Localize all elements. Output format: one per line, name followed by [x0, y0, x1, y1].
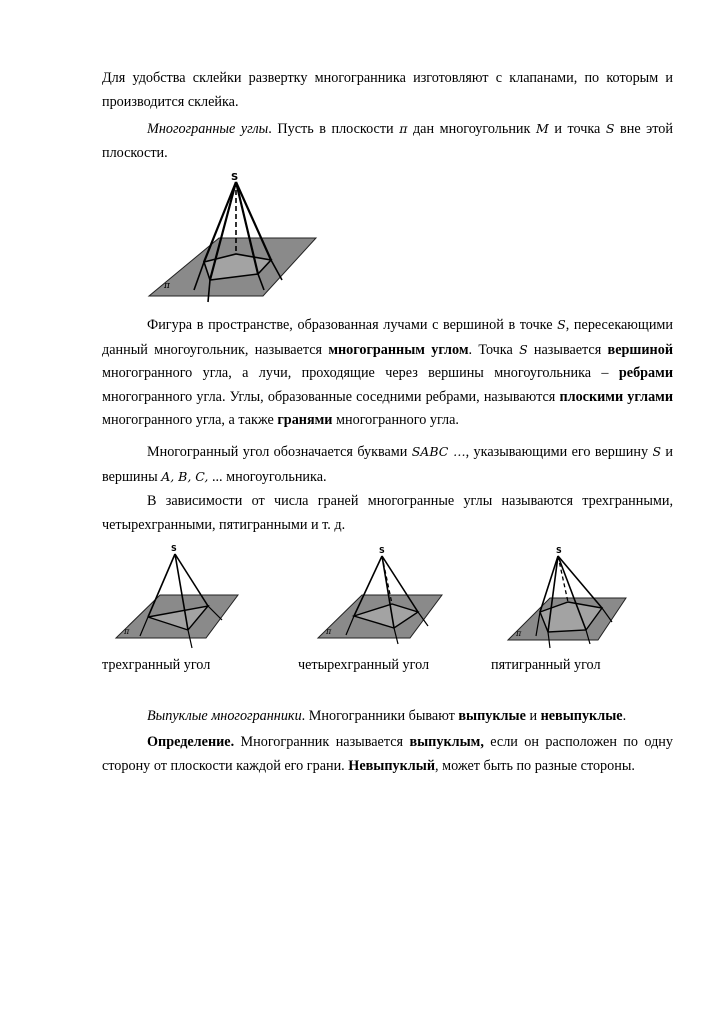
term-edges: ребрами	[618, 365, 673, 381]
term-polyhedral-angle: многогранным углом	[328, 341, 469, 358]
label-pi: π	[164, 281, 170, 291]
paragraph-4: Многогранный угол обозначается буквами SABC …, указывающими его вершину S и вершины A, B, C, ... многоугольника.	[102, 444, 674, 485]
label-S: S	[231, 172, 239, 183]
term-convex-def: выпуклым,	[409, 734, 484, 750]
figure-polyhedral-angle	[146, 168, 324, 305]
paragraph-3: Фигура в пространстве, образованная лучами с вершиной в точке S, пересекающими данный многоугольник, называется многогранным углом. Точка S называется вершиной многогранного угла, а лучи, проходящие через вершины многоугольника – ребрами многогранного угла. Углы, образованные соседними ребрами, называются плоскими углами многогранного угла, а также гранями многогранного угла.	[102, 317, 673, 428]
paragraph-7: Определение. Многогранник называется выпуклым, если он расположен по одну сторону от плоскости каждой его грани. Невыпуклый, может быть по разные стороны.	[102, 734, 673, 774]
term-nonconvex: невыпуклые	[540, 708, 623, 724]
label-S: S	[171, 544, 177, 553]
term-vertex: вершиной	[607, 341, 673, 358]
label-pi: π	[124, 627, 130, 636]
paragraph-1-line-1: Для удобства склейки развертку многогранника изготовляют с клапанами, по которым и	[102, 70, 673, 86]
label-S: S	[379, 546, 385, 555]
term-convex-polyhedra: Выпуклые многогранники	[147, 708, 302, 724]
caption-tetrahedral: четырехгранный угол	[298, 657, 430, 673]
paragraph-2: Многогранные углы. Пусть в плоскости π дан многоугольник M и точка S вне этой плоскости.	[102, 121, 673, 161]
term-convex: выпуклые	[458, 708, 526, 724]
caption-pentahedral: пятигранный угол	[491, 657, 601, 673]
term-definition: Определение.	[147, 734, 235, 750]
label-pi: π	[516, 629, 522, 638]
label-S: S	[556, 546, 562, 555]
caption-trihedral: трехгранный угол	[102, 657, 211, 673]
figure-trihedral-angle	[110, 540, 242, 650]
term-faces: гранями	[277, 412, 333, 428]
paragraph-6: Выпуклые многогранники. Многогранники бывают выпуклые и невыпуклые.	[147, 708, 627, 724]
paragraph-5: В зависимости от числа граней многогранные углы называются трехгранными, четырехгранными, пятигранными и т. д.	[102, 493, 673, 533]
figure-tetrahedral-angle	[310, 540, 446, 650]
paragraph-1-line-2: производится склейка.	[102, 94, 239, 110]
term-nonconvex-def: Невыпуклый	[348, 757, 436, 774]
term-polyhedral-angles: Многогранные углы	[147, 121, 269, 137]
term-plane-angles: плоскими углами	[559, 388, 673, 405]
figure-pentahedral-angle	[502, 540, 630, 652]
label-pi: π	[326, 627, 332, 636]
